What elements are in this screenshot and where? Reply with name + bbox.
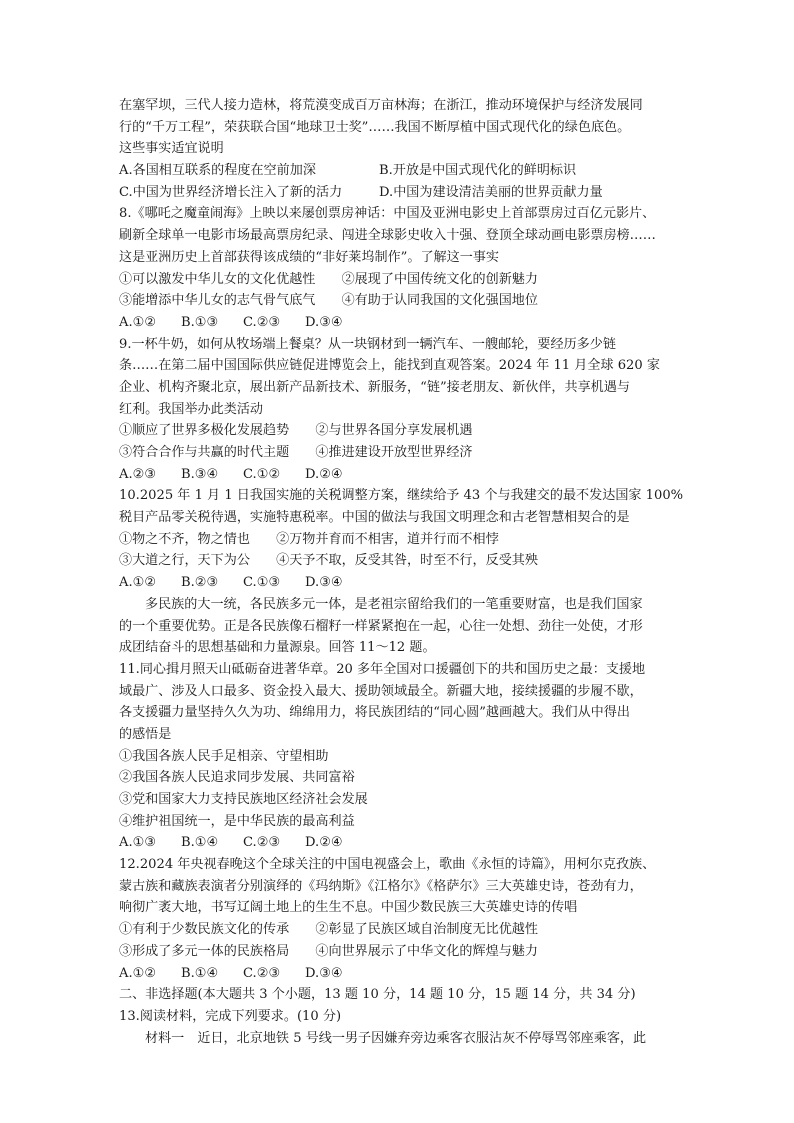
- q10-answer-c: C.①③: [243, 575, 281, 591]
- section-two-heading: 二、非选择题(本大题共 3 个小题，13 题 10 分，14 题 10 分，15 题 14 分，共 34 分): [119, 987, 636, 1003]
- q11-answer-options: [119, 832, 684, 854]
- q11-statement: ②我国各族人民追求同步发展、共同富裕: [119, 770, 355, 786]
- q12-statements: ③形成了多元一体的民族格局 ④向世界展示了中华文化的辉煌与魅力: [119, 943, 538, 959]
- q8-statements: ③能增添中华儿女的志气骨气底气 ④有助于认同我国的文化强国地位: [119, 293, 538, 309]
- q7-option-b: B.开放是中国式现代化的鲜明标识: [379, 163, 577, 179]
- q11-stem-line: 的感悟是: [119, 726, 172, 742]
- q11-statement: ①我国各族人民手足相亲、守望相助: [119, 748, 329, 764]
- q12-stem-line: 12.2024 年央视春晚这个全球关注的中国电视盛会上，歌曲《永恒的诗篇》，用柯尔克孜族、: [119, 857, 656, 873]
- q10-statements: ①物之不齐，物之情也 ②万物并育而不相害，道并行而不相悖: [119, 531, 499, 547]
- q9-answer-options: [119, 464, 684, 486]
- q12-statements: ①有利于少数民族文化的传承 ②彰显了民族区域自治制度无比优越性: [119, 922, 538, 938]
- q13-material-one: 材料一 近日，北京地铁 5 号线一男子因嫌弃旁边乘客衣服沾灰不停辱骂邻座乘客，此: [145, 1030, 647, 1046]
- q9-stem-line: 条……在第二届中国国际供应链促进博览会上，能找到直观答案。2024 年 11 月全球 620 家: [119, 358, 660, 374]
- q11-answer-a: A.①③: [119, 835, 157, 851]
- q11-answer-b: B.①④: [181, 835, 219, 851]
- q12-stem-line: 响彻广袤大地，书写辽阔土地上的生生不息。中国少数民族三大英雄史诗的传唱: [119, 900, 578, 916]
- q8-answer-a: A.①②: [119, 314, 157, 330]
- q10-answer-d: D.③④: [305, 575, 343, 591]
- material-paragraph: 多民族的大一统，各民族多元一体，是老祖宗留给我们的一笔重要财富，也是我们国家: [145, 596, 643, 612]
- q7-options-row: [119, 182, 684, 204]
- q11-statement: ④维护祖国统一，是中华民族的最高利益: [119, 813, 355, 829]
- q8-statements: ①可以激发中华儿女的文化优越性 ②展现了中国传统文化的创新魅力: [119, 271, 538, 287]
- q10-statements: ③大道之行，天下为公 ④天予不取，反受其咎，时至不行，反受其殃: [119, 553, 538, 569]
- q11-stem-line: 域最广、涉及人口最多、资金投入最大、援助领域最全。新疆大地，接续援疆的步履不歇，: [119, 683, 643, 699]
- q10-stem-line: 税目产品零关税待遇，实施特惠税率。中国的做法与我国文明理念和古老智慧相契合的是: [119, 510, 630, 526]
- q11-answer-c: C.②③: [243, 835, 281, 851]
- q8-answer-b: B.①③: [181, 314, 219, 330]
- q9-answer-b: B.③④: [181, 466, 219, 482]
- q9-statements: ③符合合作与共赢的时代主题 ④推进建设开放型世界经济: [119, 445, 473, 460]
- q7-option-a: A.各国相互联系的程度在空前加深: [119, 163, 316, 179]
- q7-options-row: [119, 160, 684, 182]
- q10-stem-line: 10.2025 年 1 月 1 日我国实施的关税调整方案，继续给予 43 个与我建交的最不发达国家 100%: [119, 488, 684, 504]
- q12-answer-b: B.①④: [181, 965, 219, 981]
- q9-stem-line: 9.一杯牛奶，如何从牧场端上餐桌？从一块钢材到一辆汽车、一艘邮轮，要经历多少链: [119, 336, 616, 352]
- q9-answer-d: D.②④: [305, 466, 343, 482]
- q13-heading: 13.阅读材料，完成下列要求。(10 分): [119, 1008, 342, 1024]
- q7-stem-line: 这些事实适宜说明: [119, 141, 224, 157]
- q7-option-d: D.中国为建设清洁美丽的世界贡献力量: [379, 184, 603, 200]
- q8-answer-d: D.③④: [305, 314, 343, 330]
- q9-answer-a: A.②③: [119, 466, 157, 482]
- q11-statement: ③党和国家大力支持民族地区经济社会发展: [119, 792, 368, 807]
- q8-answer-c: C.②③: [243, 314, 281, 330]
- q9-stem-line: 红利。我国举办此类活动: [119, 401, 264, 417]
- q7-stem-line: 在塞罕坝，三代人接力造林，将荒漠变成百万亩林海；在浙江，推动环境保护与经济发展同: [119, 98, 643, 113]
- q10-answer-b: B.②③: [181, 575, 219, 591]
- q9-answer-c: C.①②: [243, 466, 281, 482]
- q12-answer-c: C.②③: [243, 965, 281, 981]
- q12-stem-line: 蒙古族和藏族表演者分别演绎的《玛纳斯》《江格尔》《格萨尔》三大英雄史诗，苍劲有力，: [119, 878, 643, 894]
- q9-stem-line: 企业、机构齐聚北京，展出新产品新技术、新服务，“链”接老朋友、新伙伴，共享机遇与: [119, 379, 630, 395]
- exam-content: [119, 95, 684, 1049]
- q11-answer-d: D.②④: [305, 835, 343, 851]
- q8-stem-line: 8.《哪吒之魔童闹海》上映以来屡创票房神话：中国及亚洲电影史上首部票房过百亿元影片、: [119, 206, 656, 222]
- q8-stem-line: 刷新全球单一电影市场最高票房纪录、闯进全球影史收入十强、登顶全球动画电影票房榜……: [119, 228, 656, 244]
- q12-answer-d: D.③④: [305, 965, 343, 981]
- q7-option-c: C.中国为世界经济增长注入了新的活力: [119, 184, 343, 200]
- q11-stem-line: 11.同心揖月照天山砥砺奋进著华章。20 多年全国对口援疆创下的共和国历史之最：支援地: [119, 661, 646, 677]
- q9-statements: ①顺应了世界多极化发展趋势 ②与世界各国分享发展机遇: [119, 423, 473, 439]
- q12-answer-a: A.①②: [119, 965, 157, 981]
- material-paragraph: 成团结奋斗的思想基础和力量源泉。回答 11～12 题。: [119, 640, 436, 656]
- q8-answer-options: [119, 312, 684, 334]
- q10-answer-a: A.①②: [119, 575, 157, 591]
- q10-answer-options: [119, 572, 684, 594]
- q11-stem-line: 各支援疆力量坚持久久为功、绵绵用力，将民族团结的“同心圆”越画越大。我们从中得出: [119, 705, 630, 721]
- q12-answer-options: [119, 963, 684, 985]
- q8-stem-line: 这是亚洲历史上首部获得该成绩的“非好莱坞制作”。了解这一事实: [119, 249, 500, 265]
- material-paragraph: 的一个重要优势。正是各民族像石榴籽一样紧紧抱在一起，心往一处想、劲往一处使，才形: [119, 618, 643, 634]
- q7-stem-line: 行的“千万工程”，荣获联合国“地球卫士奖”……我国不断厚植中国式现代化的绿色底色。: [119, 119, 631, 135]
